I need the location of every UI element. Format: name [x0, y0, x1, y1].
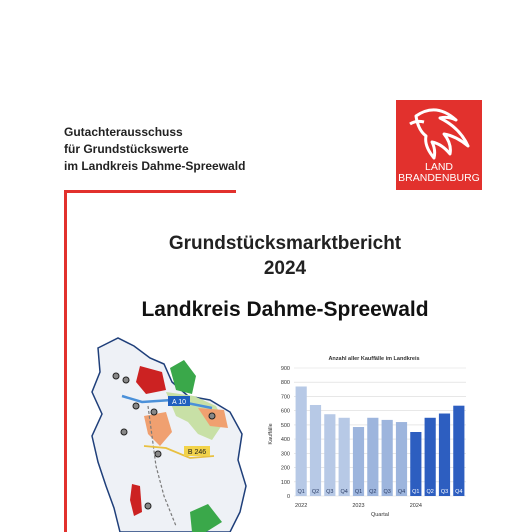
x-tick-label: Q3 [383, 489, 391, 495]
report-year: 2024 [263, 258, 307, 279]
committee-line-1: Gutachterausschuss [64, 125, 183, 139]
x-tick-label: Q1 [412, 489, 420, 495]
chart-bar [296, 386, 307, 496]
x-tick-label: Q4 [455, 489, 463, 495]
chart-bar [382, 420, 393, 496]
x-tick-label: Q4 [397, 489, 406, 495]
y-tick-label: 700 [280, 394, 290, 401]
town-marker [209, 413, 215, 419]
town-marker [151, 409, 157, 415]
y-tick-label: 900 [280, 366, 290, 372]
chart-bar [396, 422, 407, 496]
chart-bar [353, 427, 364, 496]
chart-bar [367, 418, 378, 496]
chart-y-axis-label: Kauffälle [268, 423, 274, 445]
logo-text-land: LAND [424, 161, 453, 173]
chart-bar [425, 418, 436, 496]
chart-bar [439, 414, 450, 496]
report-title: Grundstücksmarktbericht [168, 233, 402, 254]
town-marker [113, 373, 119, 379]
land-brandenburg-logo [396, 100, 482, 190]
committee-line-3: im Landkreis Dahme-Spreewald [64, 159, 246, 173]
x-tick-label: Q2 [426, 489, 434, 495]
red-frame-horizontal [64, 190, 236, 193]
y-tick-label: 400 [280, 437, 290, 444]
red-frame-vertical [64, 190, 67, 532]
y-tick-label: 600 [280, 408, 290, 415]
chart-bar [339, 418, 350, 496]
committee-name [64, 124, 245, 175]
y-tick-label: 100 [280, 479, 290, 486]
y-tick-label: 800 [280, 380, 290, 387]
road-label-b246: B 246 [187, 449, 207, 456]
x-tick-label: Q3 [440, 489, 449, 495]
y-tick-label: 500 [280, 422, 290, 429]
x-tick-label: Q3 [326, 489, 334, 495]
chart-bar [410, 432, 421, 496]
chart-title: Anzahl aller Kauffälle im Landkreis [328, 356, 420, 362]
x-tick-label: Q1 [354, 489, 363, 495]
chart-x-axis-label: Quartal [370, 512, 390, 518]
year-label: 2023 [352, 503, 365, 509]
town-marker [121, 429, 127, 435]
chart-bar [310, 405, 321, 496]
x-tick-label: Q4 [340, 489, 348, 495]
logo-text-brandenburg: BRANDENBURG [398, 172, 480, 184]
y-tick-label: 200 [280, 465, 290, 472]
town-marker [123, 377, 129, 383]
town-marker [155, 451, 161, 457]
committee-line-2: für Grundstückswerte [64, 142, 189, 156]
x-tick-label: Q2 [369, 489, 377, 495]
x-tick-label: Q1 [297, 489, 305, 495]
y-tick-label: 0 [286, 494, 290, 500]
town-marker [145, 503, 151, 509]
district-map [80, 336, 260, 532]
report-subtitle: Landkreis Dahme-Spreewald [141, 298, 429, 321]
chart-bar [453, 406, 464, 496]
sales-count-chart [262, 350, 474, 520]
road-label-a10: A 10 [171, 399, 187, 406]
x-tick-label: Q2 [311, 489, 320, 495]
year-label: 2022 [295, 503, 308, 509]
year-label: 2024 [409, 503, 422, 509]
town-marker [133, 403, 139, 409]
y-tick-label: 300 [280, 451, 290, 458]
chart-bar [324, 414, 335, 496]
